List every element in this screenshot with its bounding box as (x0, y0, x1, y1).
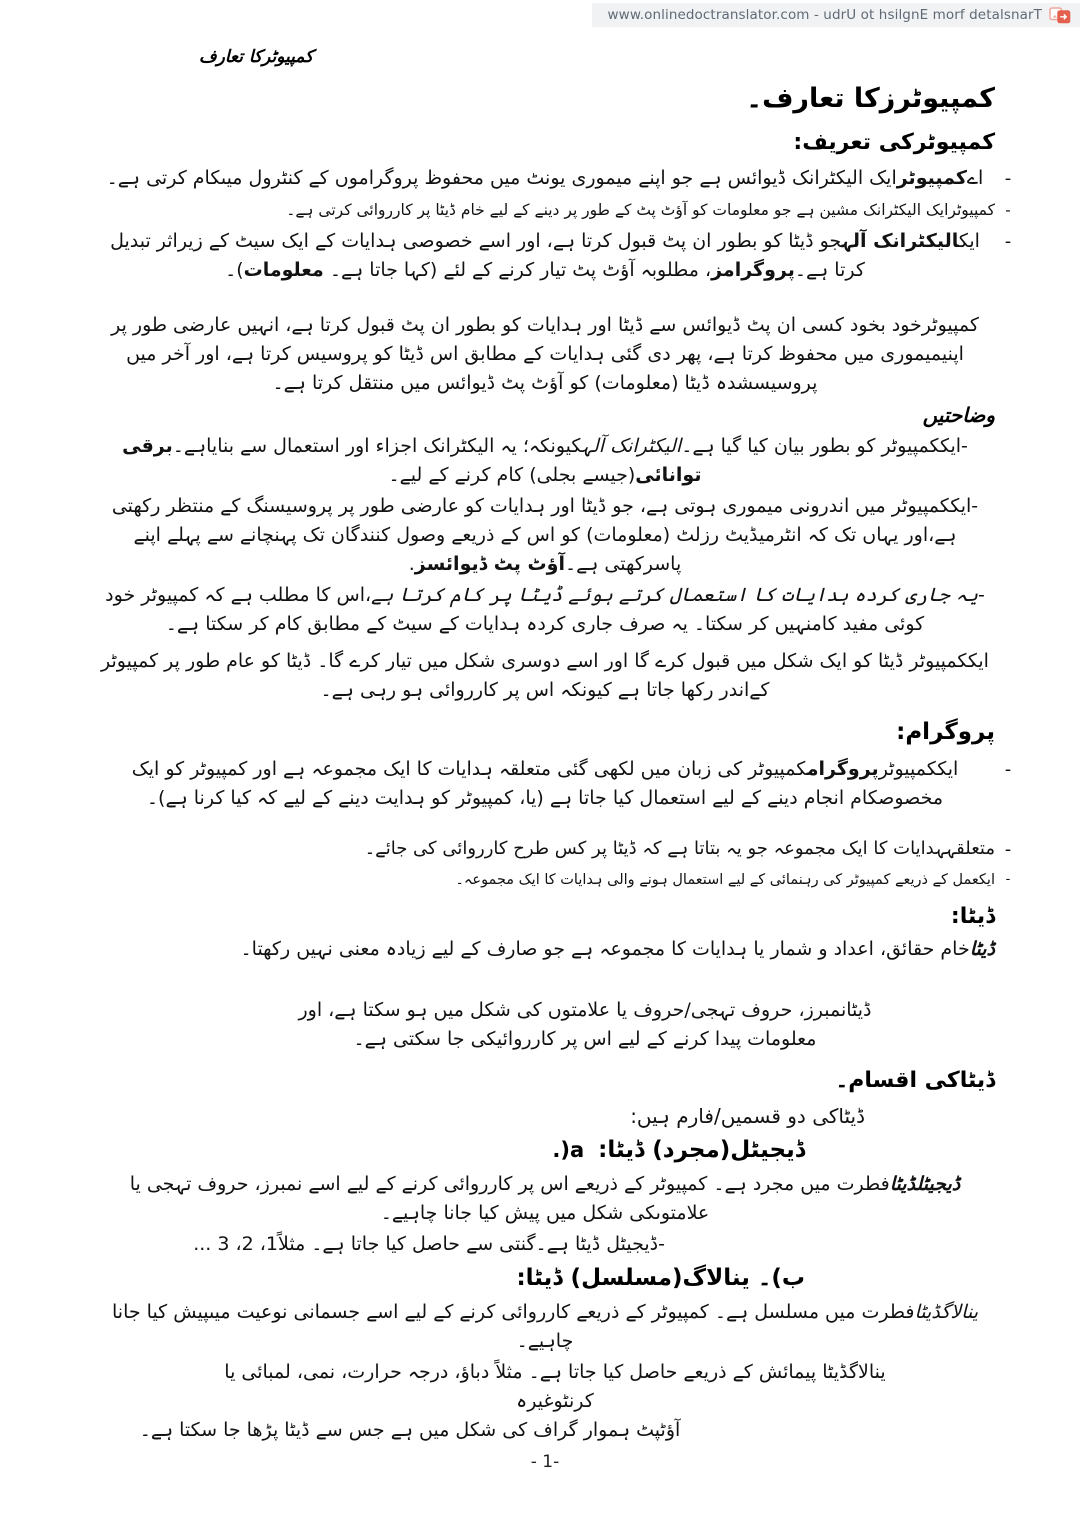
text-segment: متعلقہہدایات کا ایک مجموعہ جو یہ بتاتا ہے کہ ڈیٹا پر کس طرح کارروائی کی جائے۔ (364, 838, 995, 859)
data-heading: ڈیٹا: (950, 904, 995, 929)
text-segment: - (977, 584, 985, 606)
text-segment: برقی توانائی (122, 435, 702, 486)
text-segment: ایک (958, 230, 980, 252)
text-segment: کمپیوٹر (896, 167, 967, 189)
translate-pages-icon (1049, 7, 1071, 24)
text-segment: ، مطلوبہ آؤٹ پٹ تیار کرنے کے لئے (کہا جاتا ہے۔ (323, 259, 712, 281)
watermark-title: کمپیوٹرکا تعارف (199, 47, 314, 67)
list-item-related-instructions (95, 835, 1021, 864)
paragraph-output-graph: آؤٹپٹ ہموار گراف کی شکل میں ہے جس سے ڈیٹا پڑھا جا سکتا ہے۔ (139, 1419, 681, 1441)
text-segment: فطرت میں مسلسل ہے۔ کمپیوٹر کے ذریعے کارروائی کرنے کے لیے اسے جسمانی نوعیت میںپیش کیا جانا چاہیے۔ (112, 1301, 915, 1352)
text-segment: ،اس کا مطلب ہے کہ کمپیوٹر خود کوئی مفید کامنہیں کر سکتا۔ یہ صرف جاری کردہ ہدایات کے سیٹ کے مطابق کام کر سکتا ہے۔ (105, 584, 925, 635)
text-segment: (جیسے بجلی) کام کرنے کے لیے۔ (388, 464, 636, 486)
text-segment: اے (966, 167, 984, 189)
list-item-text (95, 198, 995, 222)
text-segment: پروگرام (806, 758, 879, 780)
text-segment: جو ڈیٹا کو بطور ان پٹ قبول کرتا ہے، اور اسے خصوصی ہدایات کے ایک سیٹ کے زیراثر تبدیل کرتا ہے۔ (110, 230, 865, 281)
page-number: - 1- (530, 1452, 560, 1472)
explanation-item-1 (95, 432, 995, 490)
list-item-computer-device (95, 164, 1021, 193)
explanations-heading: وضاحتیں (922, 403, 995, 427)
text-segment: کمپیوٹرایک الیکٹرانک مشین ہے جو معلومات کو آؤٹ پٹ کے طور پر دینے کے لیے خام ڈیٹا پر کارروائی کرتی ہے۔ (286, 201, 995, 219)
bullet-marker: - (1004, 839, 1012, 860)
text-segment: الیکٹرانک آلہ (581, 435, 682, 457)
list-item-program-definition (95, 755, 1021, 813)
bullet-marker: - (1004, 231, 1012, 252)
analog-data-heading: ب)۔ ینالاگ(مسلسل) ڈیٹا: (516, 1265, 805, 1291)
text-segment: یہ جاری کردہ ہدایات کا استعمال کرتے ہوئے ڈیٹا پر کام کرتا ہے (371, 584, 978, 606)
list-item-text (95, 755, 995, 813)
text-segment: خام حقائق، اعداد و شمار یا ہدایات کا مجموعہ ہے جو صارف کے لیے زیادہ معنی نہیں رکھتا۔ (240, 938, 970, 960)
paragraph-data-forms: ایککمپیوٹر ڈیٹا کو ایک شکل میں قبول کرے گا اور اسے دوسری شکل میں تیار کرے گا۔ ڈیٹا کو عام طور پر کمپیوٹر کےاندر رکھا جاتا ہے کیونکہ اس پر کارروائی ہو رہی ہے۔ (101, 650, 989, 701)
text-segment: ایککمپیوٹر (878, 758, 959, 780)
list-item-electronic-machine (95, 198, 1021, 222)
explanation-item-2 (95, 492, 995, 579)
translator-link[interactable]: www.onlinedoctranslator.com - udrU ot hsilgnE morf detalsnarT (607, 7, 1042, 23)
text-segment: معلومات (243, 259, 324, 281)
text-segment: )۔ (225, 259, 244, 281)
paragraph-automatic-processing: کمپیوٹرخود بخود کسی ان پٹ ڈیوائس سے ڈیٹا اور ہدایات کو بطور ان پٹ قبول کرتا ہے، انہیں عارضی طور پر اپنیمیموری میں محفوظ کرتا ہے، پھر دی گئی ہدایات کے مطابق اس ڈیٹا کو پروسیس کرتا ہے، اور آخر میں پروسیسشدہ ڈیٹا (معلومات) کو آؤٹ پٹ ڈیوائس میں منتقل کرتا ہے۔ (111, 314, 979, 394)
text-segment: کیونکہ؛ یہ الیکٹرانک اجزاء اور استعمال سے بنایاہے۔ (172, 435, 582, 457)
paragraph-data-shapes: ڈیٹانمبرز، حروف تہجی/حروف یا علامتوں کی شکل میں ہو سکتا ہے، اور معلومات پیدا کرنے کے لیے اس پر کارروائیکی جا سکتی ہے۔ (298, 999, 872, 1050)
bullet-marker: - (1004, 759, 1012, 780)
list-item-electronic-instrument (95, 227, 1021, 285)
bullet-marker: - (1004, 168, 1012, 189)
definition-heading: کمپیوٹرکی تعریف: (793, 130, 995, 155)
list-item-text (95, 869, 995, 891)
paragraph-digital-obtained: -ڈیجیٹل ڈیٹا ہے۔گنتی سے حاصل کیا جاتا ہے۔ مثلاً1، 2، 3 ... (193, 1233, 665, 1255)
paragraph-data-definition (95, 935, 995, 964)
paragraph-analog-obtained: ینالاگڈیٹا پیمائش کے ذریعے حاصل کیا جاتا ہے۔ مثلاً دباؤ، درجہ حرارت، نمی، لمبائی یا کرنٹوغیرہ (224, 1361, 886, 1412)
paragraph-analog-data (95, 1298, 995, 1356)
text-segment: فطرت میں مجرد ہے۔ کمپیوٹر کے ذریعے اس پر کارروائی کرنے کے لیے اسے نمبرز، حروف تہجی یا علامتوںکی شکل میں پیش کیا جانا چاہیے۔ (129, 1173, 890, 1224)
translator-banner[interactable] (592, 3, 1080, 27)
bullet-marker: - (1005, 201, 1011, 219)
program-heading: پروگرام: (896, 719, 995, 745)
text-segment: ڈیٹا (969, 938, 995, 960)
list-item-guiding-instructions (95, 869, 1021, 891)
text-segment: ینالاگڈیٹا (914, 1301, 978, 1323)
text-segment: ایک الیکٹرانک ڈیوائس ہے جو اپنے میموری یونٹ میں محفوظ پروگراموں کے کنٹرول میںکام کرتی ہے۔ (106, 167, 897, 189)
digital-data-heading-label: ڈیجیٹل(مجرد) ڈیٹا: (598, 1137, 805, 1163)
text-segment: -ایککمپیوٹر میں اندرونی میموری ہوتی ہے، جو ڈیٹا اور ہدایات کو عارضی طور پر پروسیسنگ کے منتظر رکھتی ہے،اور یہاں تک کہ انٹرمیڈیٹ رزلٹ (معلومات) کو اس کے ذریعے وصول کنندگان تک پہنچانے سے پہلے اپنے پاسرکھتی ہے۔ (111, 495, 979, 575)
list-item-text (95, 835, 995, 864)
text-segment: ڈیجیٹلڈیٹا (889, 1173, 961, 1195)
bullet-marker: - (1005, 872, 1011, 887)
digital-data-heading (95, 1133, 805, 1168)
text-segment: -ایککمپیوٹر کو بطور بیان کیا گیا ہے۔ (681, 435, 968, 457)
text-segment: . (408, 553, 415, 575)
explanation-item-3 (95, 581, 995, 639)
document-body (95, 78, 1012, 1474)
list-item-text (95, 164, 995, 193)
text-segment: کمپیوٹر کی زبان میں لکھی گئی متعلقہ ہدایات کا ایک مجموعہ ہے اور کمپیوٹر کو ایک مخصوصکام انجام دینے کے لیے استعمال کیا جاتا ہے (یا، کمپیوٹر کو ہدایت دینے کے لیے کہ کیا کرنا ہے)۔ (131, 758, 944, 809)
text-segment: آؤٹ پٹ ڈیوائسز (414, 553, 565, 575)
paragraph-two-forms: ڈیٹاکی دو قسمیں/فارم ہیں: (630, 1104, 865, 1128)
page-title: کمپیوٹرزکا تعارف۔ (746, 83, 995, 114)
data-types-heading: ڈیٹاکی اقسام۔ (835, 1068, 995, 1093)
list-item-text (95, 227, 995, 285)
text-segment: ایکعمل کے ذریعے کمپیوٹر کی رہنمائی کے لیے استعمال ہونے والی ہدایات کا ایک مجموعہ۔ (455, 872, 995, 888)
text-segment: پروگرامز (711, 259, 795, 281)
paragraph-digital-data (95, 1170, 995, 1228)
digital-data-heading-prefix: .)a (552, 1138, 585, 1162)
text-segment: الیکٹرانک آلہ (841, 230, 959, 252)
